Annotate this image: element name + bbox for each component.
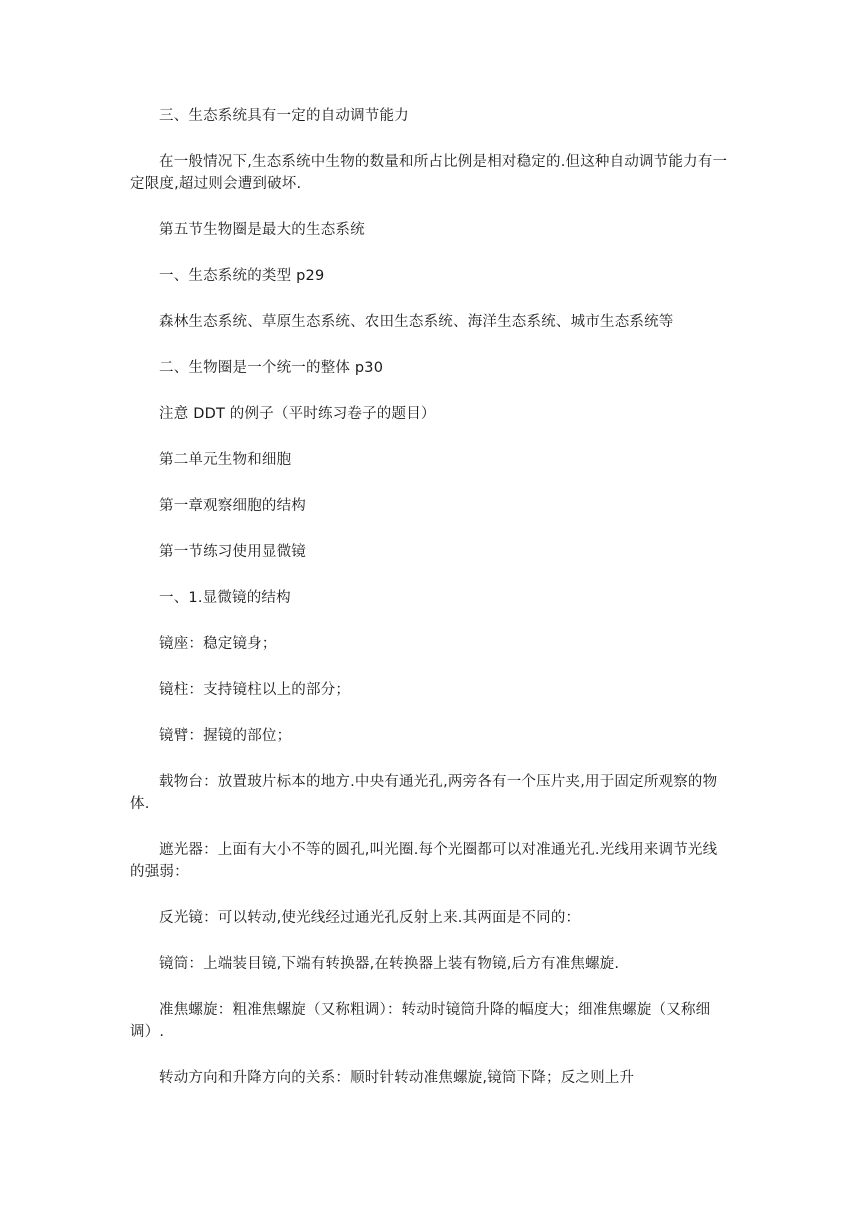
paragraph-ddt-note: 注意 DDT 的例子（平时练习卷子的题目） bbox=[159, 406, 436, 422]
subheading-microscope-structure: 一、1.显微镜的结构 bbox=[159, 590, 291, 606]
chapter-heading: 第一章观察细胞的结构 bbox=[159, 498, 306, 514]
section-heading-self-regulation: 三、生态系统具有一定的自动调节能力 bbox=[159, 108, 409, 124]
unit-heading: 第二单元生物和细胞 bbox=[159, 452, 292, 468]
paragraph-diaphragm: 遮光器：上面有大小不等的圆孔,叫光圈.每个光圈都可以对准通光孔.光线用来调节光线的强弱： bbox=[130, 842, 718, 880]
paragraph-pillar: 镜柱：支持镜柱以上的部分； bbox=[159, 682, 351, 698]
paragraph-arm: 镜臂：握镜的部位； bbox=[159, 728, 292, 744]
paragraph-mirror: 反光镜：可以转动,使光线经过通光孔反射上来.其两面是不同的： bbox=[159, 910, 581, 926]
subheading-biosphere-whole: 二、生物圈是一个统一的整体 p30 bbox=[159, 360, 384, 376]
paragraph-rotation-direction: 转动方向和升降方向的关系：顺时针转动准焦螺旋,镜筒下降；反之则上升 bbox=[159, 1070, 635, 1086]
paragraph-self-regulation: 在一般情况下,生态系统中生物的数量和所占比例是相对稳定的.但这种自动调节能力有一定限度,超过则会遭到破坏. bbox=[130, 154, 728, 192]
paragraph-focus-knob: 准焦螺旋：粗准焦螺旋（又称粗调）：转动时镜筒升降的幅度大；细准焦螺旋（又称细调）. bbox=[130, 1002, 711, 1040]
section-heading-biosphere: 第五节生物圈是最大的生态系统 bbox=[159, 222, 365, 238]
paragraph-ecosystem-list: 森林生态系统、草原生态系统、农田生态系统、海洋生态系统、城市生态系统等 bbox=[159, 314, 674, 330]
paragraph-base: 镜座：稳定镜身； bbox=[159, 636, 277, 652]
document-body bbox=[130, 100, 730, 1089]
paragraph-tube: 镜筒：上端装目镜,下端有转换器,在转换器上装有物镜,后方有准焦螺旋. bbox=[159, 956, 620, 972]
section-heading-microscope: 第一节练习使用显微镜 bbox=[159, 544, 306, 560]
paragraph-stage: 载物台：放置玻片标本的地方.中央有通光孔,两旁各有一个压片夹,用于固定所观察的物体. bbox=[130, 774, 718, 812]
subheading-ecosystem-types: 一、生态系统的类型 p29 bbox=[159, 268, 325, 284]
